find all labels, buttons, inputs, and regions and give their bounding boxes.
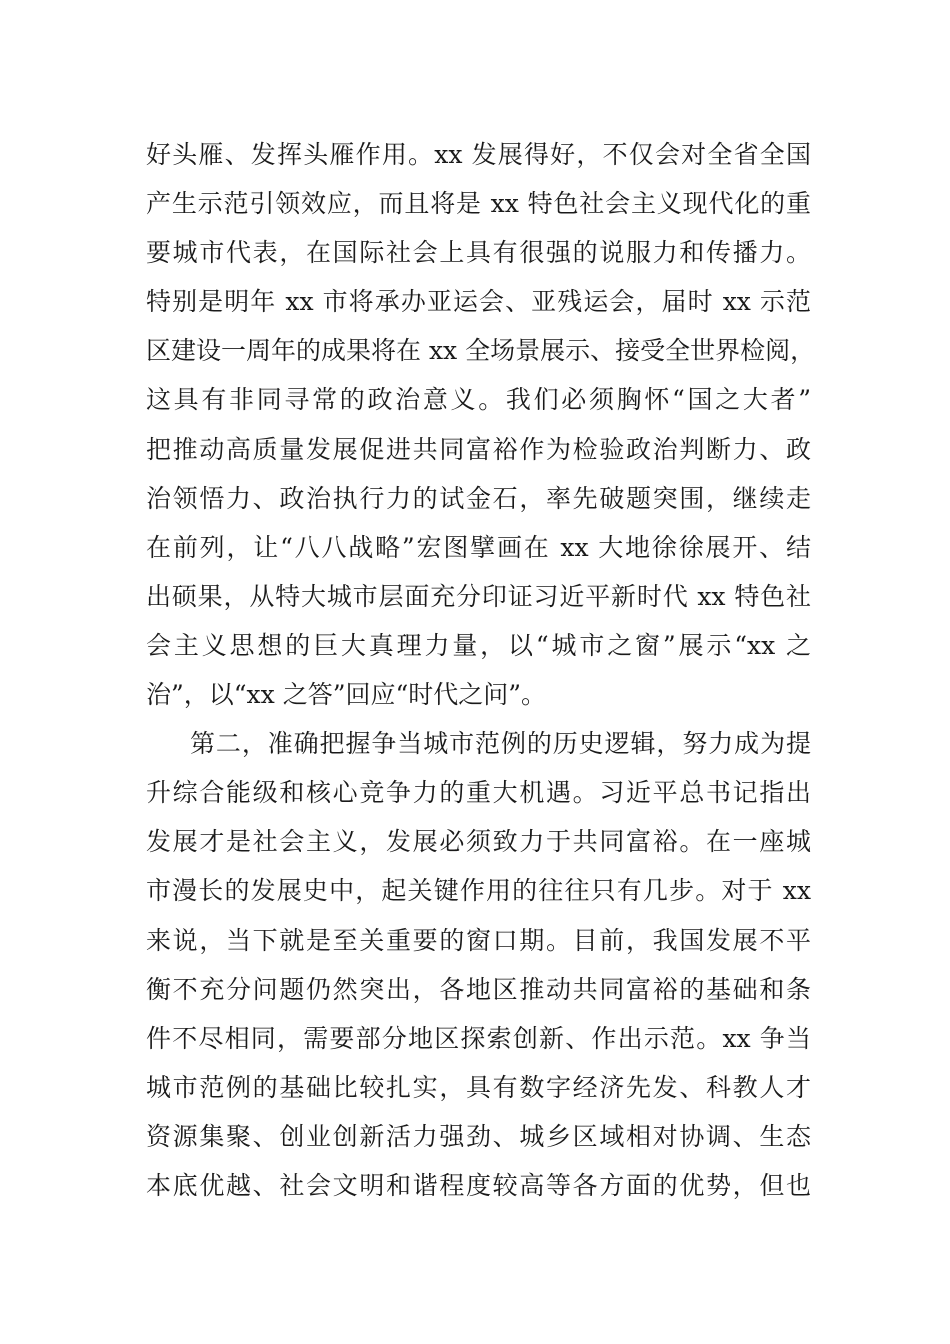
text-line: 治领悟力、政治执行力的试金石，率先破题突围，继续走 xyxy=(146,483,811,513)
text-line: 出硕果，从特大城市层面充分印证习近平新时代 xx 特色社 xyxy=(146,581,811,611)
text-line: 会主义思想的巨大真理力量，以“城市之窗”展示“xx 之 xyxy=(146,630,811,660)
text-line: 这具有非同寻常的政治意义。我们必须胸怀“国之大者” xyxy=(146,385,811,415)
text-line: 来说，当下就是至关重要的窗口期。目前，我国发展不平 xyxy=(146,925,811,955)
text-line: 升综合能级和核心竞争力的重大机遇。习近平总书记指出 xyxy=(146,778,811,808)
text-line: 发展才是社会主义，发展必须致力于共同富裕。在一座城 xyxy=(146,827,811,857)
text-line: 件不尽相同，需要部分地区探索创新、作出示范。xx 争当 xyxy=(146,1023,811,1053)
text-line: 区建设一周年的成果将在 xx 全场景展示、接受全世界检阅， xyxy=(146,336,816,366)
body-text xyxy=(146,130,816,1210)
text-line: 产生示范引领效应，而且将是 xx 特色社会主义现代化的重 xyxy=(146,189,811,219)
text-line: 城市范例的基础比较扎实，具有数字经济先发、科教人才 xyxy=(146,1072,811,1102)
text-line: 在前列，让“八八战略”宏图擘画在 xx 大地徐徐展开、结 xyxy=(146,532,811,562)
text-line-paragraph-end: 治”，以“xx 之答”回应“时代之问”。 xyxy=(146,680,547,710)
text-line: 本底优越、社会文明和谐程度较高等各方面的优势，但也 xyxy=(146,1170,811,1200)
text-line: 要城市代表，在国际社会上具有很强的说服力和传播力。 xyxy=(146,238,811,268)
text-line: 市漫长的发展史中，起关键作用的往往只有几步。对于 xx xyxy=(146,876,811,906)
text-line: 特别是明年 xx 市将承办亚运会、亚残运会，届时 xx 示范 xyxy=(146,287,811,317)
text-line: 好头雁、发挥头雁作用。xx 发展得好，不仅会对全省全国 xyxy=(146,140,811,169)
text-line: 资源集聚、创业创新活力强劲、城乡区域相对协调、生态 xyxy=(146,1121,811,1151)
text-line-paragraph-start: 第二，准确把握争当城市范例的历史逻辑，努力成为提 xyxy=(190,729,811,759)
text-line: 把推动高质量发展促进共同富裕作为检验政治判断力、政 xyxy=(146,434,811,464)
text-line: 衡不充分问题仍然突出，各地区推动共同富裕的基础和条 xyxy=(146,974,811,1004)
